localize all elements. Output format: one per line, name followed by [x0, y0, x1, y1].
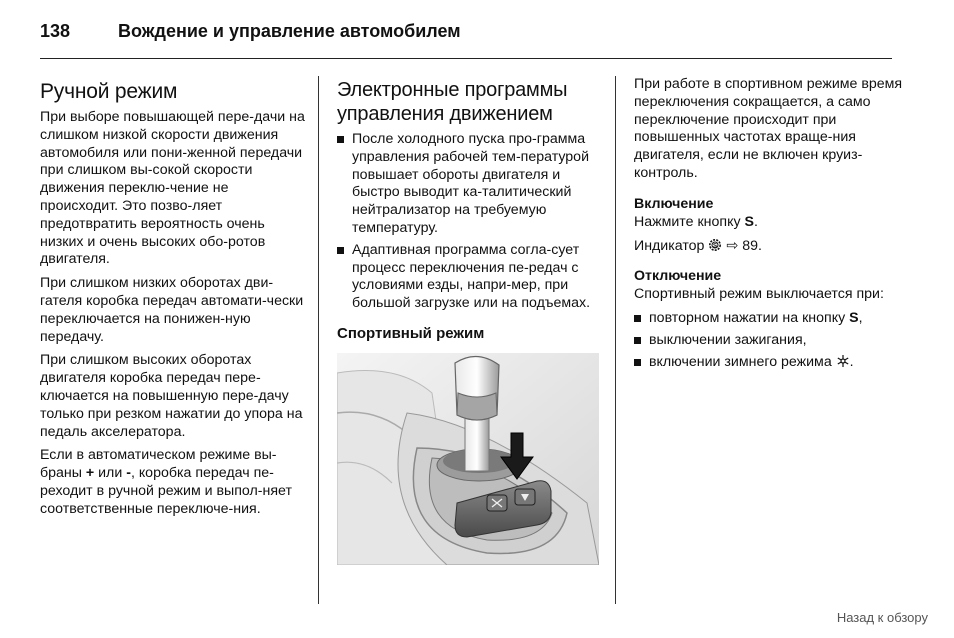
list-item-text: выключении зажигания, [649, 331, 807, 348]
paragraph: При работе в спортивном режиме время переключения сокращается, а само переключение происходит при повышенных частотах враще-ния двигателя, если не включен круиз-контроль. [634, 76, 903, 181]
bullet-square-icon [634, 315, 641, 322]
paragraph: Спортивный режим выключается при: [634, 286, 884, 303]
subheading-sport-mode: Спортивный режим [337, 324, 485, 342]
chapter-title: Вождение и управление автомобилем [118, 21, 461, 41]
column-divider [318, 76, 319, 604]
bullet-square-icon [337, 247, 344, 254]
paragraph: При слишком низких оборотах дви-гателя коробка передач автомати-чески переключается на понижен-ную передачу. [40, 275, 304, 345]
page-header [40, 18, 892, 59]
s-key-label: S [849, 310, 859, 327]
page-number: 138 [40, 21, 71, 41]
column-manual-mode [40, 76, 308, 525]
section-heading-manual-mode: Ручной режим [40, 80, 178, 103]
paragraph: При выборе повышающей пере-дачи на слишком низкой скорости движения автомобиля или пони-женной передачи при слишком вы-сокой скорости движения переклю-чение не происходит. Это позво-ляет предотвратить вероятность очень низких и очень высоких обо-ротов двигателя. [40, 109, 305, 268]
s-key-label: S [744, 213, 754, 230]
text-run: . [753, 213, 758, 230]
list-item [634, 332, 904, 350]
text-run: , коробка передач пе-реходит в ручной режим и выпол-няет соответственные переключе-ния. [40, 465, 292, 517]
column-sport-mode [634, 76, 904, 376]
minus-symbol: - [126, 465, 131, 482]
plus-symbol: + [85, 465, 95, 482]
back-to-overview-link[interactable]: Назад к обзору [836, 610, 928, 625]
page-reference-arrow-icon: ⇨ [726, 237, 739, 254]
bullet-square-icon [337, 136, 344, 143]
column-electronic-programs [337, 76, 601, 571]
text-run: Индикатор [634, 237, 709, 254]
list-item-text: . [849, 353, 854, 370]
list-item [634, 310, 904, 328]
svg-text:S: S [713, 242, 718, 249]
list-item [634, 354, 904, 372]
list-item [337, 131, 601, 238]
subheading-deactivation: Отключение [634, 268, 722, 285]
paragraph [634, 214, 904, 232]
text-run: или [94, 465, 127, 482]
subheading-activation: Включение [634, 195, 714, 212]
list-item-text: включении зимнего режима [649, 353, 836, 370]
page-reference: 89. [738, 237, 762, 254]
paragraph [40, 447, 308, 518]
text-run: Нажмите кнопку [634, 213, 745, 230]
bullet-square-icon [634, 337, 641, 344]
list-item [337, 242, 601, 313]
list-item-text: повторном нажатии на кнопку [649, 310, 850, 327]
snowflake-icon [836, 354, 850, 368]
list-item-text: , [858, 310, 863, 327]
bullet-square-icon [634, 359, 641, 366]
sport-mode-indicator-icon [708, 238, 722, 252]
column-divider [615, 76, 616, 604]
paragraph: При слишком высоких оборотах двигателя коробка передач пере-ключается на повышенную пере-дачу только при резком нажатии до упора на педаль акселератора. [40, 352, 303, 440]
list-item-text: После холодного пуска про-грамма управления рабочей тем-пературой повышает обороты двигателя и быстро выводит ка-талитический нейтрализатор на требуемую температуру. [352, 131, 590, 236]
list-item-text: Адаптивная программа согла-сует процесс переключения пе-редач с условиями езды, напри-мер, при большой загрузке или на подъемах. [352, 241, 591, 312]
section-heading-electronic-programs: Электронные программы управления движением [337, 79, 568, 125]
gear-selector-illustration [337, 353, 599, 565]
paragraph [634, 238, 904, 256]
text-run: Если в автоматическом режиме вы-браны [40, 447, 277, 482]
